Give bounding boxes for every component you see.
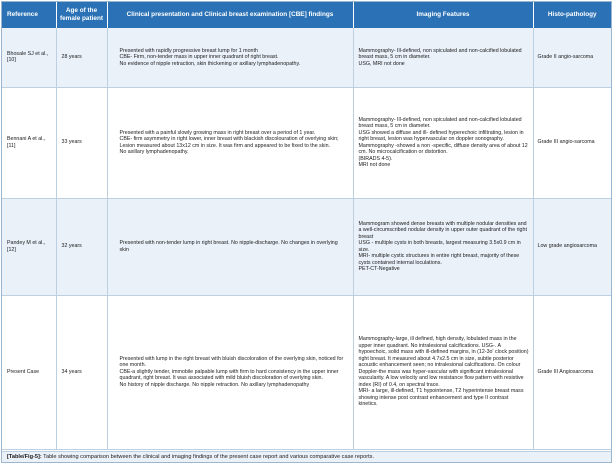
cell-reference: Bhosale SJ et al., [10] bbox=[2, 28, 56, 87]
header-reference: Reference bbox=[2, 2, 56, 28]
table-row bbox=[2, 198, 611, 295]
cell-findings: Presented with a painful slowly growing mass in right breast over a period of 1 year. CBE- firm asymmetry in right lower, inner breast with blackish discolouration of overlying skin; Lesion measured about 13x12 cm in size. It was firm and appeared to be fixed to the skin. No axillary lymphadenopathy. bbox=[107, 87, 353, 198]
cell-age: 34 years bbox=[56, 295, 107, 449]
table-row bbox=[2, 295, 611, 449]
caption-label: [Table/Fig-5]: bbox=[7, 454, 42, 460]
cell-histopathology: Low grade angiosarcoma bbox=[533, 198, 611, 295]
cell-histopathology: Grade III angio-sarcoma bbox=[533, 87, 611, 198]
comparison-table-figure bbox=[1, 1, 612, 463]
table-caption bbox=[2, 451, 611, 462]
cell-age: 33 years bbox=[56, 87, 107, 198]
cell-histopathology: Grade II angio-sarcoma bbox=[533, 28, 611, 87]
cell-reference: Present Case bbox=[2, 295, 56, 449]
cell-age: 32 years bbox=[56, 198, 107, 295]
cell-age: 28 years bbox=[56, 28, 107, 87]
caption-text: Table showing comparison between the clinical and imaging findings of the present case report and various comparative case reports. bbox=[41, 454, 374, 460]
cell-findings: Presented with rapidly progressive breast lump for 1 month CBE- Firm, non-tender mass in upper inner quadrant of right breast. No evidence of nipple retraction, skin thickening or axillary lymphadenopathy. bbox=[107, 28, 353, 87]
cell-reference: Pandey M et al., [12] bbox=[2, 198, 56, 295]
header-age: Age of the female patient bbox=[56, 2, 107, 28]
cell-findings: Presented with non-tender lump in right breast. No nipple-discharge. No changes in overlying skin bbox=[107, 198, 353, 295]
cell-reference: Bennani A et al., [11] bbox=[2, 87, 56, 198]
header-histopathology: Histo-pathology bbox=[533, 2, 611, 28]
cell-imaging: Mammography-large, ill defined, high density, lobulated mass in the upper inner quadrant. No intralesional calcifications. USG-. A hypoechoic, solid mass with ill-defined margins, in (12-3o' clock position) right breast. It measured about 4.7x2.5 cm in size, subtle posterior acoustic enhancement seen; no intralesional calcifications. On colour Doppler-the mass was hyper-vascular with significant intralesional vascularity. A low velocity and low resistance flow pattern with resistive index (RI) of 0.4, on spectral trace. MRI- a large, ill-defined, T1 hypointense, T2 hyperintense breast mass showing intense post contrast enhancement and type II contrast kinetics. bbox=[353, 295, 533, 449]
comparison-table bbox=[2, 2, 611, 450]
table-row bbox=[2, 87, 611, 198]
table-header-row bbox=[2, 2, 611, 28]
cell-imaging: Mammogram showed dense breasts with multiple nodular densities and a well-circumscribed nodular density in upper outer quadrant of the right breast USG - multiple cysts in both breasts, largest measuring 3.5x0.9 cm in size. MRI- multiple cystic structures in entire right breast, majority of these cysts contained internal loculations. PET-CT-Negative bbox=[353, 198, 533, 295]
cell-imaging: Mammography- Ill-defined, non spiculated and non-calcified lobulated breast mass, 5 cm in diameter. USG, MRI not done bbox=[353, 28, 533, 87]
header-imaging-features: Imaging Features bbox=[353, 2, 533, 28]
table-row bbox=[2, 28, 611, 87]
header-clinical-findings: Clinical presentation and Clinical breast examination [CBE] findings bbox=[107, 2, 353, 28]
cell-imaging: Mammography- Ill-defined, non spiculated and non-calcified lobulated breast mass, 5 cm in diameter. USG showed a diffuse and ill- defined hyperechoic infiltrating, lesion in right breast, lesion was hypervascular on doppler sonography. Mammography -showed a non -specific, diffuse density area of about 12 cm. No microcalcification or distortion. (BIRADS 4-5). MRI not done bbox=[353, 87, 533, 198]
cell-histopathology: Grade III Angiosarcoma bbox=[533, 295, 611, 449]
cell-findings: Presented with lump in the right breast with bluish discoloration of the overlying skin, noticed for one month. CBE-a slightly tender, immobile palpable lump with firm to hard consistency in the upper inner quadrant, right breast. It was associated with mild bluish discoloration of overlying skin. No history of nipple discharge. No nipple retraction. No axillary lymphadenopathy bbox=[107, 295, 353, 449]
